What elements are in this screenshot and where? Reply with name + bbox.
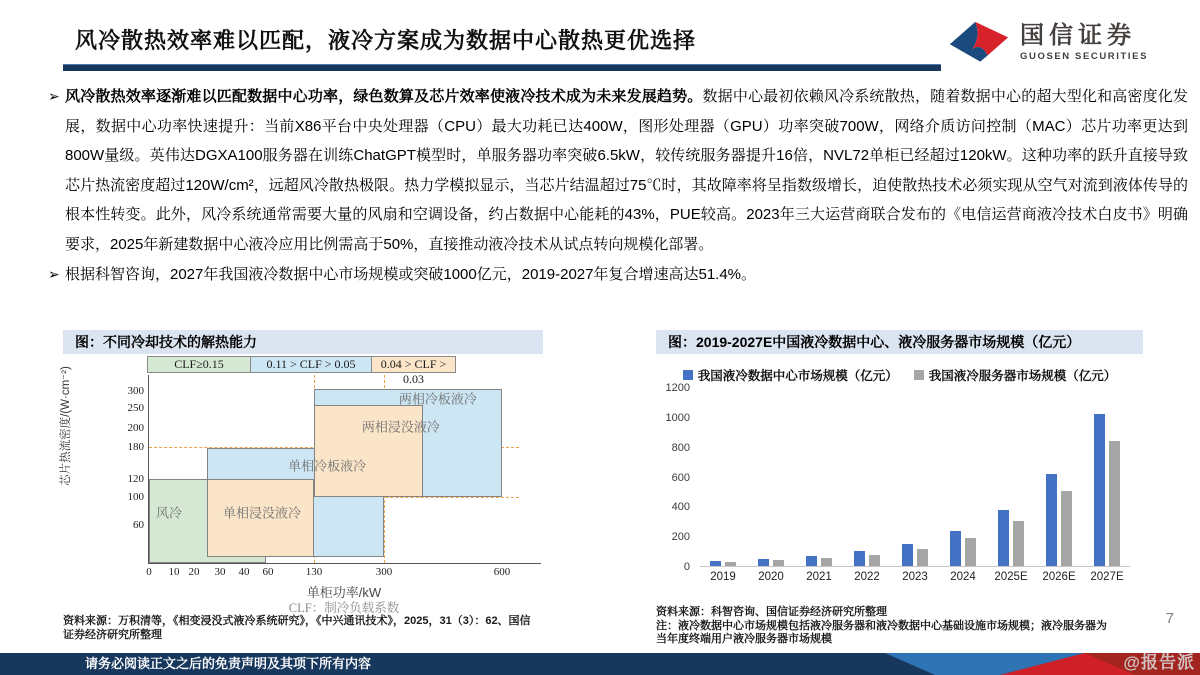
guosen-logo	[948, 16, 1148, 70]
bar-category-label: 2020	[758, 571, 784, 583]
x-tick-label: 300	[375, 566, 393, 578]
legend-label: 我国液冷服务器市场规模（亿元）	[928, 369, 1117, 383]
x-tick-label: 130	[305, 566, 323, 578]
legend-label: 我国液冷数据中心市场规模（亿元）	[697, 369, 898, 383]
bar-category-label: 2027E	[1090, 571, 1124, 583]
footer-disclaimer: 请务必阅读正文之后的免责声明及其项下所有内容	[85, 656, 372, 671]
bullet-2-text: 根据科智咨询，2027年我国液冷数据中心市场规模或突破1000亿元，2019-2027年复合增速高达51.4%。	[65, 265, 757, 283]
bar-group	[994, 387, 1028, 583]
bullet-item-2	[48, 260, 1188, 290]
bullet-marker: ➢	[48, 265, 60, 282]
bar	[998, 510, 1009, 566]
bar	[917, 549, 928, 566]
bar	[725, 562, 736, 566]
x-tick-label: 40	[238, 566, 250, 578]
clf-legend-item: 0.11 > CLF > 0.05	[250, 356, 372, 373]
note-line: 注：液冷数据中心市场规模包括液冷服务器和液冷数据中心基础设施市场规模；液冷服务器为当年度终端用户液冷服务器市场规模	[656, 619, 1107, 645]
diagram-plot	[127, 375, 541, 578]
bar-group	[950, 387, 976, 583]
bar	[821, 558, 832, 566]
title-underline	[63, 64, 941, 71]
source-line: 资料来源：科智咨询、国信证券经济研究所整理	[656, 606, 887, 618]
footer-bar	[0, 653, 1200, 675]
page-number: 7	[1165, 610, 1174, 627]
region-label: 两相冷板液冷	[398, 391, 477, 407]
bar-group	[1090, 387, 1124, 583]
bar	[869, 555, 880, 566]
y-tick-label: 250	[127, 402, 144, 414]
logo-text-en: GUOSEN SECURITIES	[1020, 51, 1149, 63]
bar-category-label: 2023	[902, 571, 928, 583]
clf-footnote: CLF：制冷负载系数	[288, 601, 400, 615]
bar-category-label: 2025E	[994, 571, 1028, 583]
region-label: 单相冷板液冷	[288, 458, 367, 474]
bar-category-label: 2026E	[1042, 571, 1076, 583]
bar-category-label: 2022	[854, 571, 880, 583]
x-tick-label: 20	[188, 566, 200, 578]
bar-category-label: 2021	[806, 571, 832, 583]
x-tick-label: 30	[214, 566, 226, 578]
x-tick-label: 60	[262, 566, 274, 578]
bar	[902, 544, 913, 566]
figure-market-size	[656, 330, 1143, 650]
bar-y-tick-label: 1200	[665, 382, 690, 394]
bullet-item-1	[48, 82, 1188, 260]
bullet-marker: ➢	[48, 88, 60, 104]
bar-chart	[656, 382, 1143, 604]
bar-group	[806, 387, 832, 583]
bar	[1046, 474, 1057, 566]
x-tick-label: 600	[493, 566, 511, 578]
bar	[854, 551, 865, 566]
bar	[710, 561, 721, 566]
bar-chart-legend	[656, 366, 1143, 384]
y-tick-label: 300	[127, 385, 144, 397]
y-tick-label: 100	[127, 491, 144, 503]
guosen-logo-mark-icon	[948, 16, 1010, 70]
x-tick-label: 10	[168, 566, 180, 578]
bar-group	[854, 387, 880, 583]
logo-text-cn: 国信证券	[1020, 22, 1136, 50]
clf-legend-item: CLF≥0.15	[147, 356, 251, 373]
bar	[758, 559, 769, 566]
bar-group	[710, 387, 736, 583]
bar-chart-y-axis	[656, 382, 696, 573]
figure-right-source	[656, 606, 1111, 647]
region-label: 单相浸没液冷	[222, 505, 302, 521]
bar	[773, 560, 784, 566]
bar-group	[902, 387, 928, 583]
bar-y-tick-label: 600	[671, 471, 690, 484]
legend-swatch-icon	[683, 370, 693, 380]
bar-y-tick-label: 0	[683, 561, 690, 573]
y-tick-label: 200	[127, 422, 144, 434]
figure-left-title: 图：不同冷却技术的解热能力	[63, 330, 543, 354]
region-label: 风冷	[155, 505, 183, 521]
figure-right-title: 图：2019-2027E中国液冷数据中心、液冷服务器市场规模（亿元）	[656, 330, 1143, 354]
bar-y-tick-label: 800	[671, 441, 690, 454]
diagram-x-axis-label: 单柜功率/kW	[306, 585, 382, 600]
bullet-1-text: 数据中心最初依赖风冷系统散热，随着数据中心的超大型化和高密度化发展，数据中心功率快速提升：当前X86平台中央处理器（CPU）最大功耗已达400W，图形处理器（GPU）功率突破700W，网络介质访问控制（MAC）芯片功率更达到800W量级。英伟达DGXA100服务器在训练ChatGPT模型时，单服务器功率突破6.5kW，较传统服务器提升16倍，NVL72单柜已经超过120kW。这种功率的跃升直接导致芯片热流密度超过120W/cm²，远超风冷散热极限。热力学模拟显示，当芯片结温超过75℃时，其故障率将呈指数级增长，迫使散热技术必须实现从空气对流到液体传导的根本性转变。此外，风冷系统通常需要大量的风扇和空调设备，约占数据中心能耗的43%，PUE较高。2023年三大运营商联合发布的《电信运营商液冷技术白皮书》明确要求，2025年新建数据中心液冷应用比例需高于50%，直接推动液冷技术从试点转向规模化部署。	[65, 88, 1188, 253]
x-tick-label: 0	[146, 566, 152, 578]
bar-category-label: 2024	[950, 571, 976, 583]
bullet-1-bold-text: 风冷散热效率逐渐难以匹配数据中心功率，绿色数算及芯片效率使液冷技术成为未来发展趋势。	[65, 88, 703, 105]
bar-group	[1042, 387, 1076, 583]
bar-y-tick-label: 200	[671, 531, 690, 544]
page-title: 风冷散热效率难以匹配，液冷方案成为数据中心散热更优选择	[75, 28, 697, 53]
bar-group	[758, 387, 784, 583]
bar-y-tick-label: 1000	[665, 411, 690, 424]
bar-category-label: 2019	[710, 571, 736, 583]
bar	[1109, 441, 1120, 566]
bar-chart-plot	[700, 388, 1130, 583]
figure-cooling-capability	[60, 330, 543, 650]
region-label: 两相浸没液冷	[361, 419, 440, 435]
bar	[1061, 491, 1072, 566]
legend-swatch-icon	[914, 370, 924, 380]
y-tick-label: 120	[127, 473, 144, 485]
bar-y-tick-label: 400	[671, 501, 690, 514]
bullet-list	[48, 82, 1188, 289]
bar	[950, 531, 961, 567]
y-tick-label: 180	[127, 441, 144, 453]
bar	[1013, 521, 1024, 566]
watermark: @报告派	[1123, 653, 1195, 672]
bar	[1094, 414, 1105, 566]
bar	[806, 556, 817, 566]
bar-legend-item	[914, 366, 1117, 384]
clf-legend	[148, 356, 456, 386]
y-tick-label: 60	[133, 519, 144, 531]
diagram-y-axis-label: 芯片热流密度/(W·cm⁻²)	[60, 366, 72, 486]
figure-left-source: 资料来源：万积清等，《相变浸没式液冷系统研究》，《中兴通讯技术》，2025，31（3）：62、国信证券经济研究所整理	[63, 615, 531, 641]
bar-legend-item	[683, 366, 898, 384]
bar	[965, 538, 976, 566]
clf-legend-item: 0.04 > CLF > 0.03	[371, 356, 456, 373]
